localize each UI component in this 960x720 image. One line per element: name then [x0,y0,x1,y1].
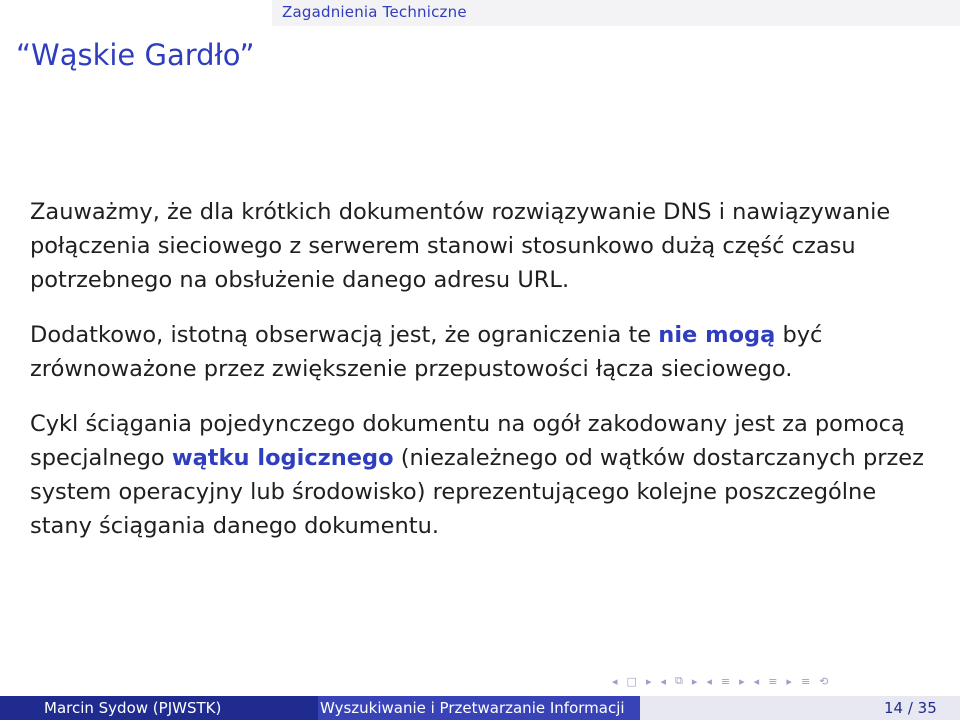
alert-text-nie-moga: nie mogą [658,322,776,348]
section-title[interactable]: Zagadnienia Techniczne [282,3,467,21]
frame-title: “Wąskie Gardło” [16,38,255,72]
section-prev-icon[interactable]: ◂ [706,674,712,688]
part-next-icon[interactable]: ▸ [786,674,792,688]
footer-author-box [0,696,318,720]
subsection-icon[interactable]: ⧉ [675,674,683,687]
frame-next-icon[interactable]: ▸ [645,674,652,688]
document-icon[interactable]: ≡ [800,674,811,688]
subsection-next-icon[interactable]: ▸ [691,674,698,688]
footer-author: Marcin Sydow (PJWSTK) [44,699,222,717]
paragraph-1: Zauważmy, że dla krótkich dokumentów rozwiązywanie DNS i nawiązywanie połączenia sieciowego z serwerem stanowi stosunkowo dużą część czasu potrzebnego na obsłużenie danego adresu URL. [30,199,891,293]
alert-text-watku-logicznego: wątku logicznego [171,445,394,471]
frame-prev-icon[interactable]: ◂ [612,674,618,688]
slide-body [30,195,930,564]
footer [0,696,960,720]
frame-icon[interactable]: □ [626,674,637,688]
paragraph-2-text-post: być zrównoważone przez zwiększenie przepustowości łącza sieciowego. [30,322,823,382]
footer-page-box [640,696,960,720]
beamer-navigation [612,673,828,689]
footer-page-number: 14 / 35 [884,699,937,717]
part-icon[interactable]: ≡ [768,674,778,688]
section-icon[interactable]: ≡ [720,674,731,688]
part-prev-icon[interactable]: ◂ [753,674,760,688]
subsection-prev-icon[interactable]: ◂ [660,674,666,688]
top-bar-left [0,0,272,26]
footer-title-box [318,696,640,720]
search-back-icon[interactable]: ⟲ [819,674,829,688]
footer-title: Wyszukiwanie i Przetwarzanie Informacji [320,699,625,717]
top-bar [0,0,960,26]
paragraph-3-text-post: (niezależnego od wątków dostarczanych przez system operacyjny lub środowisko) reprezentującego kolejne poszczególne stany ściągania danego dokumentu. [30,445,924,539]
paragraph-2-text-pre: Dodatkowo, istotną obserwacją jest, że ograniczenia te [30,322,659,348]
paragraph-3-text-pre: Cykl ściągania pojedynczego dokumentu na ogół zakodowany jest za pomocą specjalnego [30,411,905,471]
paragraph-3 [30,407,930,543]
paragraph-2 [30,318,930,386]
section-next-icon[interactable]: ▸ [739,674,745,688]
